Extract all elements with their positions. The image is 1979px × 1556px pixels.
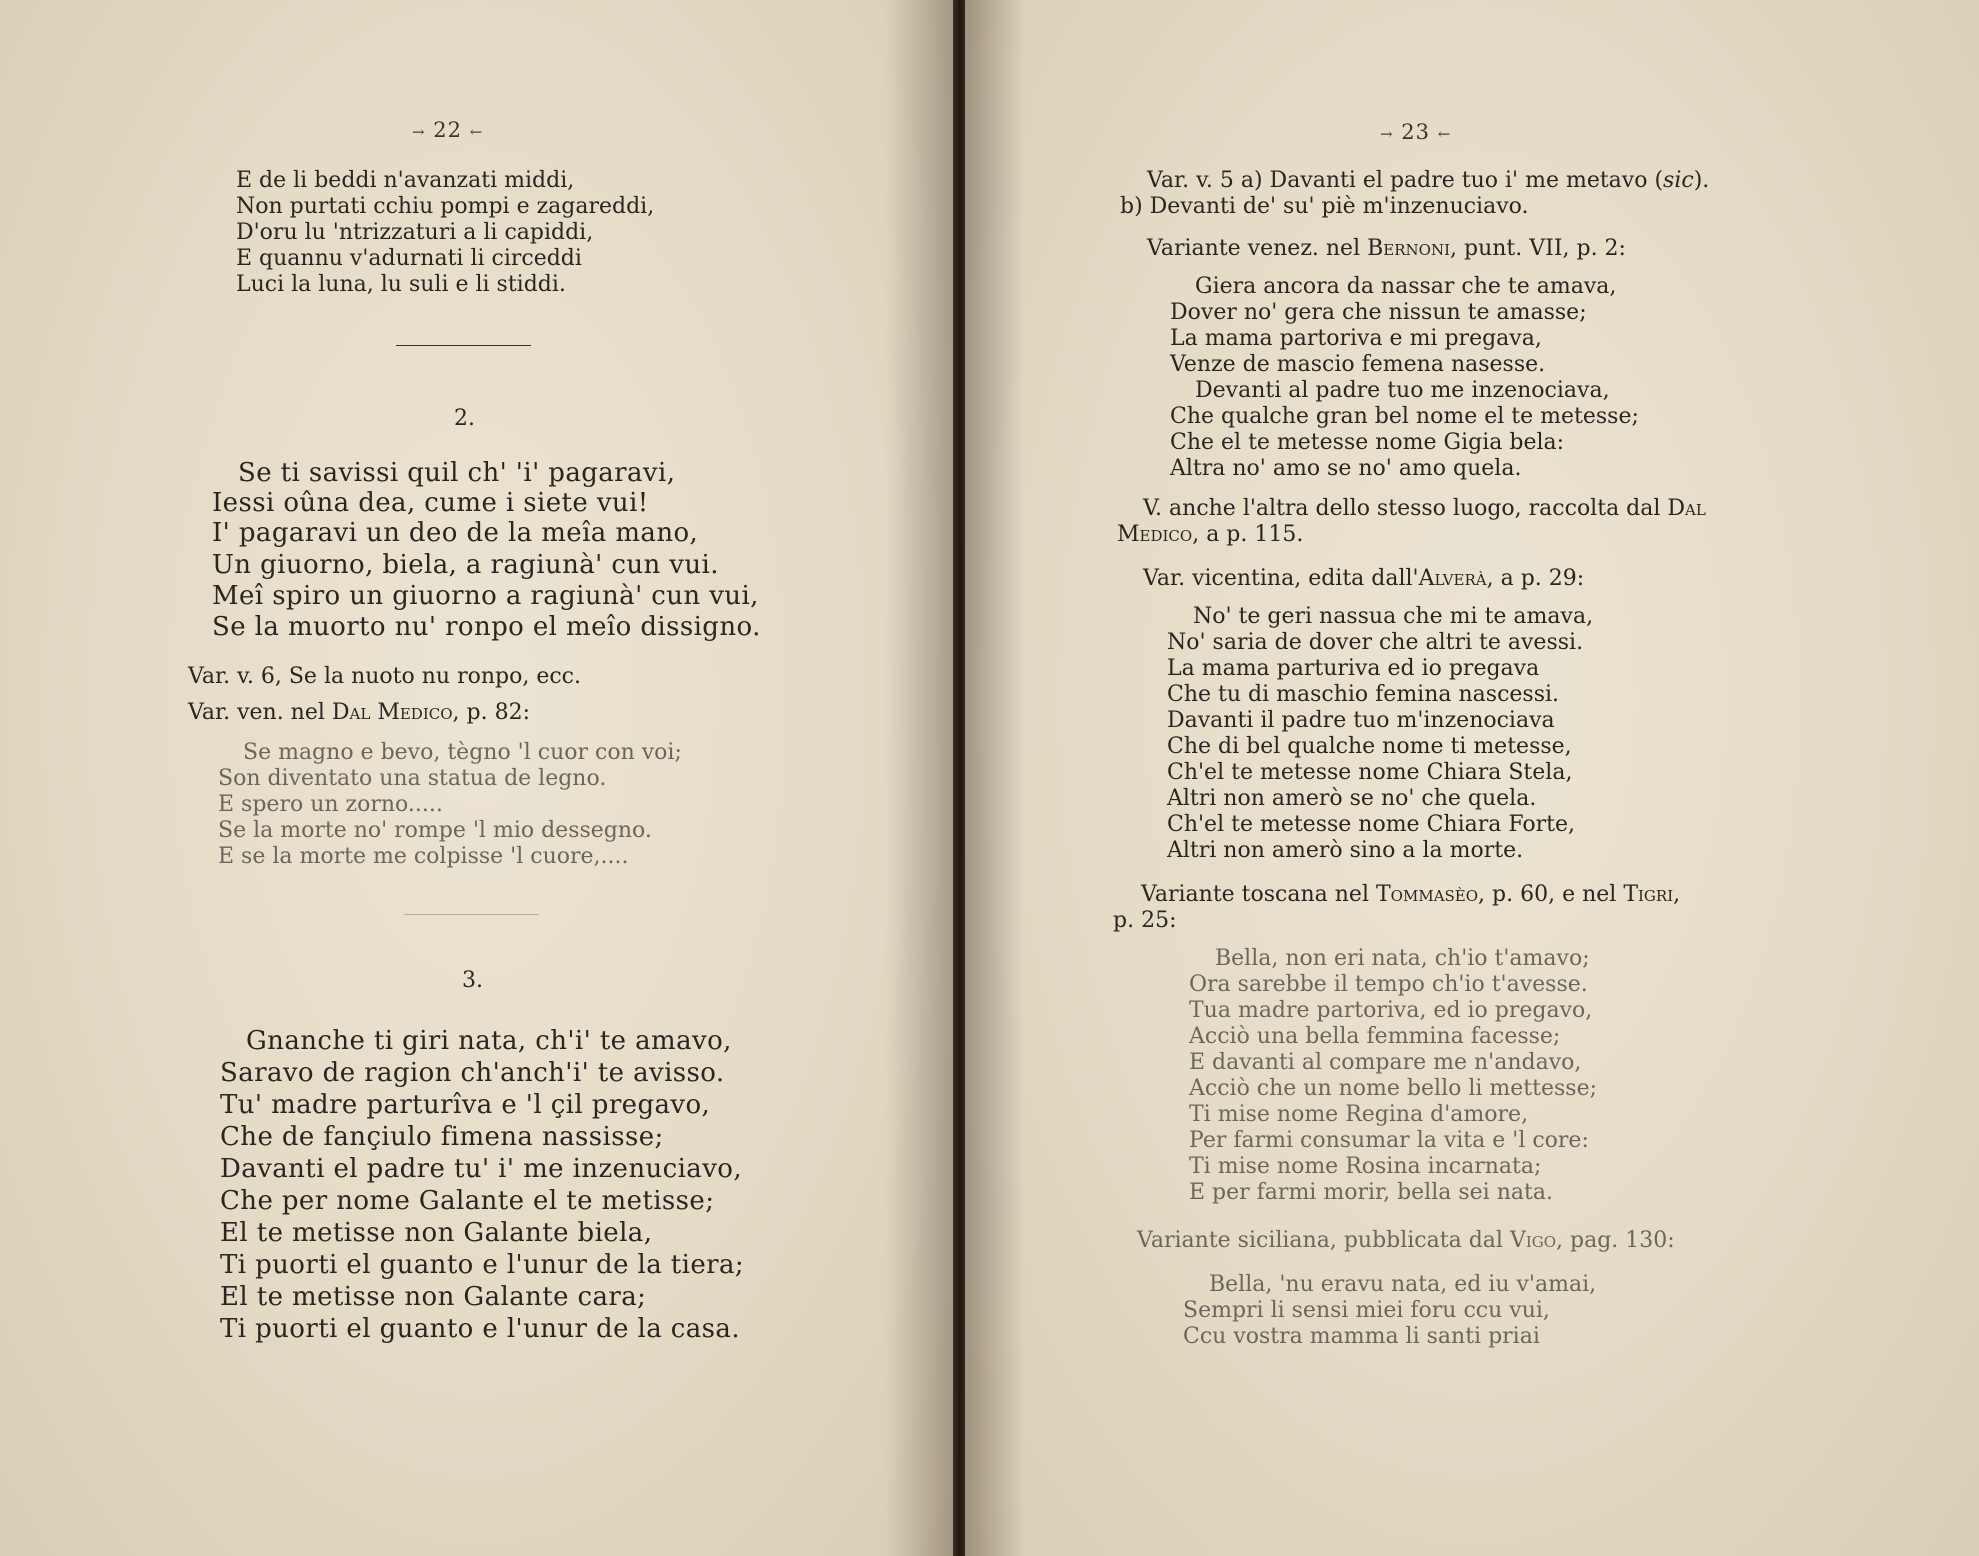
note-var-ven: Var. ven. nel Dal Medico, p. 82:: [188, 700, 531, 725]
verse-line: Devanti al padre tuo me inzenociava,: [1195, 378, 1610, 403]
verse-line: Che el te metesse nome Gigia bela:: [1170, 430, 1565, 455]
note-toscana-cont: p. 25:: [1113, 908, 1177, 933]
verse-line: E davanti al compare me n'andavo,: [1189, 1050, 1582, 1075]
verse-line: Non purtati cchiu pompi e zagareddi,: [236, 194, 655, 219]
verse-line: Tu' madre parturîva e 'l çil pregavo,: [220, 1090, 711, 1120]
verse-line: Ora sarebbe il tempo ch'io t'avesse.: [1189, 972, 1588, 997]
verse-line: Bella, non eri nata, ch'io t'amavo;: [1215, 946, 1590, 971]
verse-line: Acciò che un nome bello li mettesse;: [1189, 1076, 1597, 1101]
section-divider: [404, 914, 539, 915]
verse-line: Saravo de ragion ch'anch'i' te avisso.: [220, 1058, 725, 1088]
verse-line: Venze de mascio femena nasesse.: [1170, 352, 1546, 377]
note-dal-medico-cont: Medico, a p. 115.: [1117, 522, 1304, 547]
verse-line: El te metisse non Galante biela,: [220, 1218, 653, 1248]
verse-line: D'oru lu 'ntrizzaturi a li capiddi,: [236, 220, 594, 245]
left-page: [0, 0, 955, 1556]
verse-line: La mama partoriva e mi pregava,: [1170, 326, 1542, 351]
note-toscana: Variante toscana nel Tommasèo, p. 60, e nel Tigri,: [1141, 882, 1681, 907]
section-number-2: 2.: [454, 406, 475, 431]
verse-line: Davanti il padre tuo m'inzenociava: [1167, 708, 1555, 733]
verse-line: Ch'el te metesse nome Chiara Stela,: [1167, 760, 1573, 785]
verse-line: Se magno e bevo, tègno 'l cuor con voi;: [243, 740, 682, 765]
arrow-right-icon: →: [412, 123, 426, 141]
note-bernoni: Variante venez. nel Bernoni, punt. VII, p. 2:: [1147, 236, 1626, 261]
verse-line: No' te geri nassua che mi te amava,: [1193, 604, 1594, 629]
arrow-left-icon: ←: [469, 123, 484, 141]
verse-line: Che de fançiulo fimena nassisse;: [220, 1122, 664, 1152]
verse-line: Che qualche gran bel nome el te metesse;: [1170, 404, 1639, 429]
verse-line: Bella, 'nu eravu nata, ed iu v'amai,: [1209, 1272, 1597, 1297]
right-page: [965, 0, 1979, 1556]
page-number-22: → 22 ←: [412, 118, 484, 142]
verse-line: Iessi oûna dea, cume i siete vui!: [212, 488, 649, 518]
verse-line: Giera ancora da nassar che te amava,: [1195, 274, 1617, 299]
verse-line: Tua madre partoriva, ed io pregavo,: [1189, 998, 1593, 1023]
verse-line: Davanti el padre tu' i' me inzenuciavo,: [220, 1154, 743, 1184]
verse-line: E quannu v'adurnati li circeddi: [236, 246, 582, 271]
note-siciliana: Variante siciliana, pubblicata dal Vigo, pag. 130:: [1137, 1228, 1675, 1253]
verse-line: Dover no' gera che nissun te amasse;: [1170, 300, 1587, 325]
note-var-v5b: b) Devanti de' su' piè m'inzenuciavo.: [1120, 194, 1529, 219]
verse-line: I' pagaravi un deo de la meîa mano,: [212, 518, 699, 548]
note-var-v5a: Var. v. 5 a) Davanti el padre tuo i' me metavo (sic).: [1147, 168, 1710, 193]
verse-line: Son diventato una statua de legno.: [218, 766, 607, 791]
verse-line: E se la morte me colpisse 'l cuore,....: [218, 844, 629, 869]
verse-line: Se la muorto nu' ronpo el meîo dissigno.: [212, 612, 761, 642]
section-divider: [396, 345, 531, 346]
verse-line: Che per nome Galante el te metisse;: [220, 1186, 715, 1216]
verse-line: Ti mise nome Rosina incarnata;: [1189, 1154, 1542, 1179]
verse-line: Sempri li sensi miei foru ccu vui,: [1183, 1298, 1550, 1323]
arrow-left-icon: ←: [1437, 125, 1452, 143]
verse-line: E per farmi morir, bella sei nata.: [1189, 1180, 1553, 1205]
verse-line: E de li beddi n'avanzati middi,: [236, 168, 575, 193]
verse-line: Ti puorti el guanto e l'unur de la casa.: [220, 1314, 740, 1344]
verse-line: Ccu vostra mamma li santi priai: [1183, 1324, 1540, 1349]
page-number-23: → 23 ←: [1380, 120, 1452, 144]
section-number-3: 3.: [462, 968, 483, 993]
verse-line: Gnanche ti giri nata, ch'i' te amavo,: [246, 1026, 732, 1056]
verse-line: Un giuorno, biela, a ragiunà' cun vui.: [212, 550, 719, 580]
verse-line: Se la morte no' rompe 'l mio dessegno.: [218, 818, 652, 843]
verse-line: Ti puorti el guanto e l'unur de la tiera;: [220, 1250, 745, 1280]
verse-line: Luci la luna, lu suli e li stiddi.: [236, 272, 566, 297]
verse-line: Meî spiro un giuorno a ragiunà' cun vui,: [212, 581, 759, 611]
verse-line: Che di bel qualche nome ti metesse,: [1167, 734, 1572, 759]
note-alvera: Var. vicentina, edita dall'Alverà, a p. 29:: [1143, 566, 1585, 591]
arrow-right-icon: →: [1380, 125, 1394, 143]
verse-line: Altra no' amo se no' amo quela.: [1170, 456, 1522, 481]
note-dal-medico: V. anche l'altra dello stesso luogo, raccolta dal Dal: [1143, 496, 1706, 521]
verse-line: E spero un zorno.....: [218, 792, 443, 817]
verse-line: Che tu di maschio femina nascessi.: [1167, 682, 1560, 707]
verse-line: Se ti savissi quil ch' 'i' pagaravi,: [238, 458, 676, 488]
verse-line: El te metisse non Galante cara;: [220, 1282, 647, 1312]
verse-line: No' saria de dover che altri te avessi.: [1167, 630, 1584, 655]
verse-line: Altri non amerò sino a la morte.: [1167, 838, 1524, 863]
verse-line: Acciò una bella femmina facesse;: [1189, 1024, 1561, 1049]
verse-line: Per farmi consumar la vita e 'l core:: [1189, 1128, 1589, 1153]
verse-line: La mama parturiva ed io pregava: [1167, 656, 1540, 681]
verse-line: Ti mise nome Regina d'amore,: [1189, 1102, 1529, 1127]
note-var-v6: Var. v. 6, Se la nuoto nu ronpo, ecc.: [188, 664, 581, 689]
verse-line: Ch'el te metesse nome Chiara Forte,: [1167, 812, 1576, 837]
verse-line: Altri non amerò se no' che quela.: [1167, 786, 1537, 811]
